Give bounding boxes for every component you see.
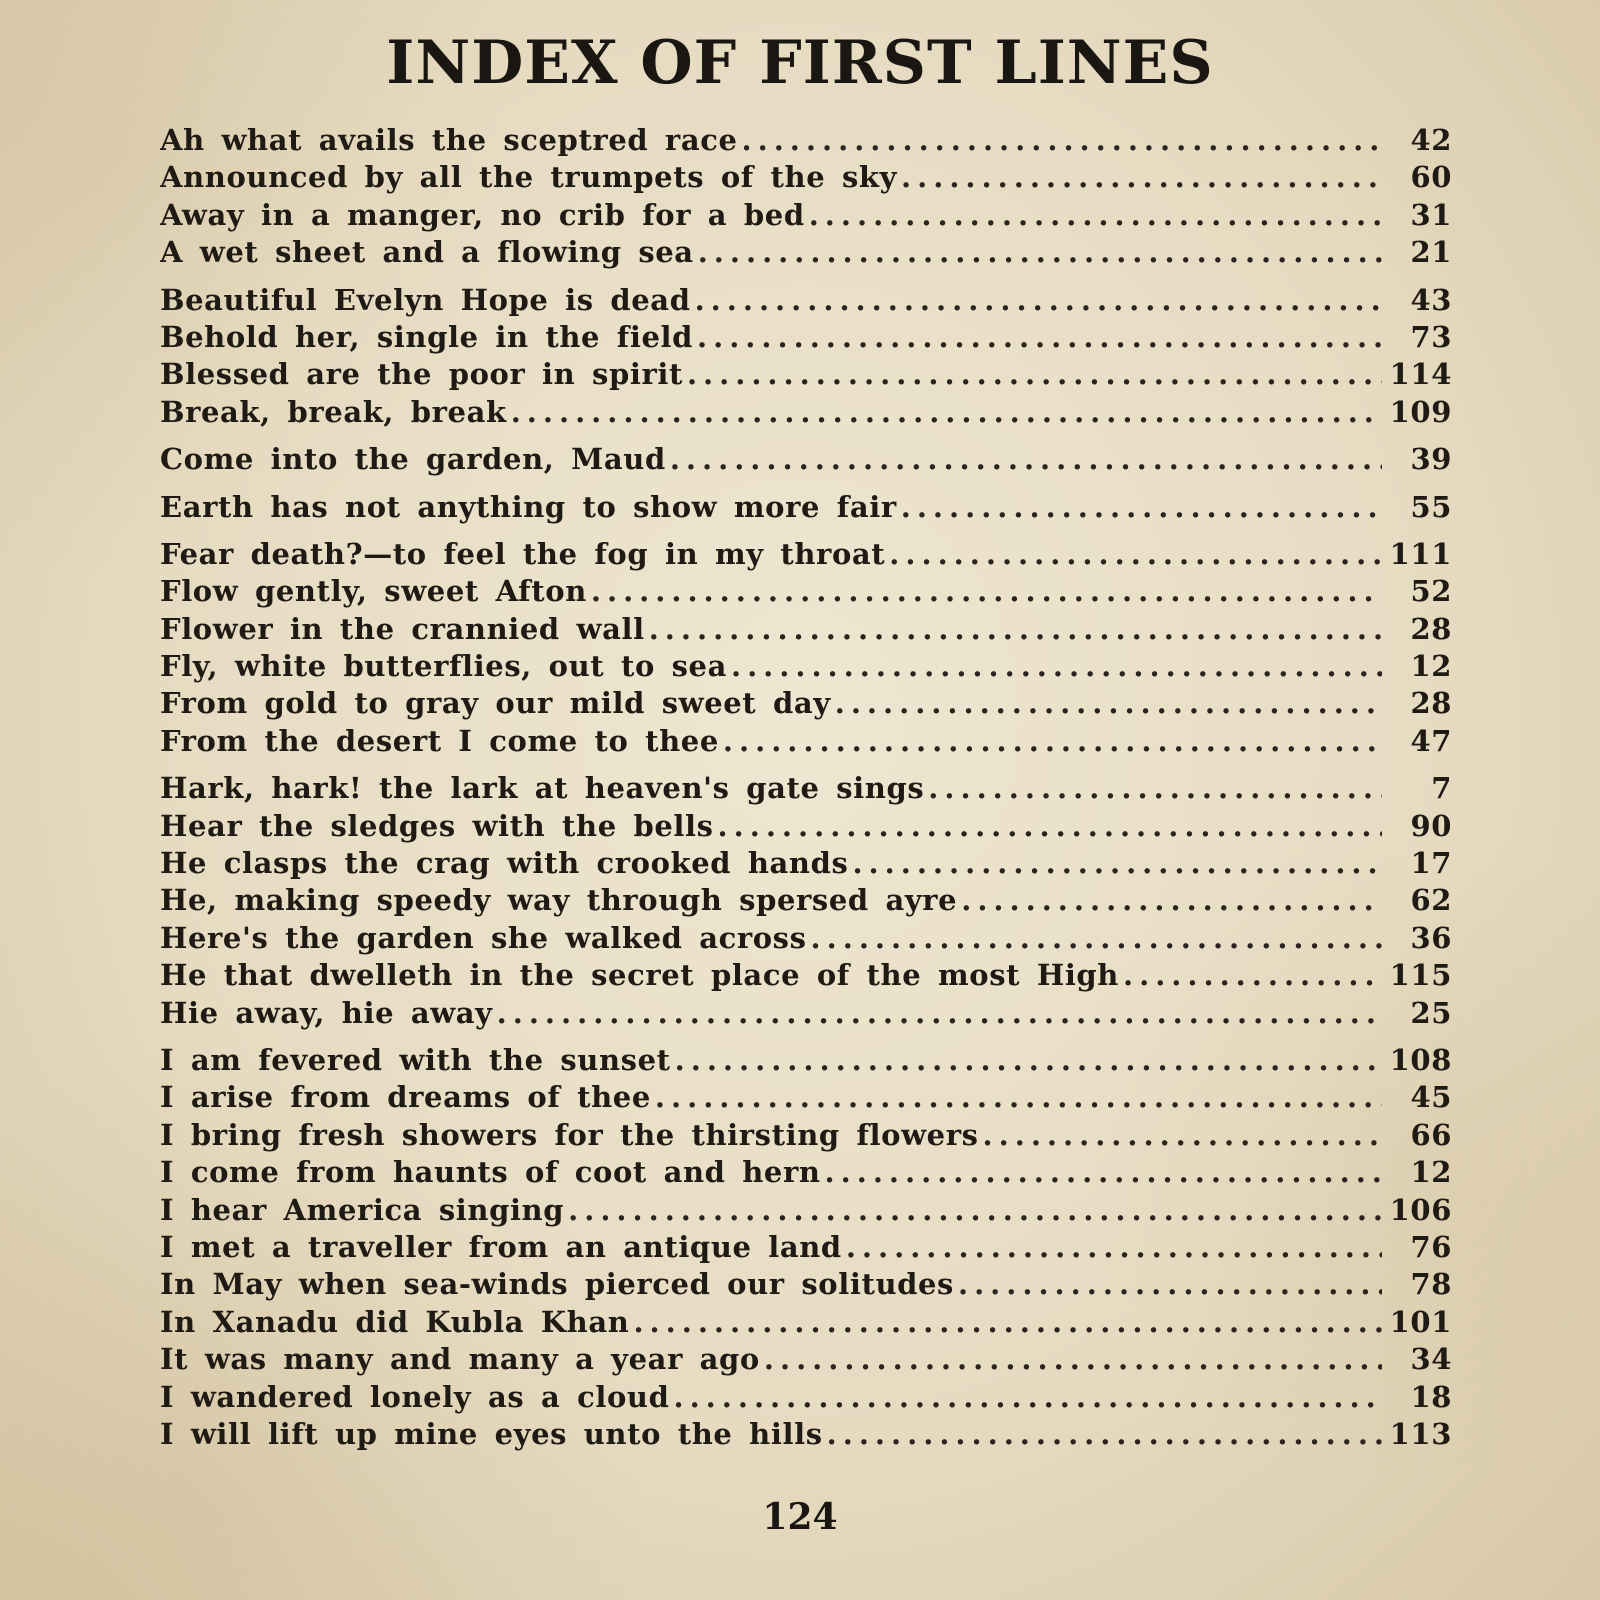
index-letter-group xyxy=(160,489,1452,526)
dot-leader xyxy=(718,808,1382,845)
index-entry xyxy=(160,845,1452,882)
index-entry xyxy=(160,282,1452,319)
page-reference: 31 xyxy=(1410,197,1452,232)
page-reference: 106 xyxy=(1389,1192,1452,1227)
page-reference: 7 xyxy=(1431,771,1452,806)
dot-leader xyxy=(901,159,1382,196)
dot-leader xyxy=(697,319,1382,356)
index-entry xyxy=(160,122,1452,159)
first-line-text: Announced by all the trumpets of the sky xyxy=(160,160,898,195)
first-line-text: I come from haunts of coot and hern xyxy=(160,1155,821,1190)
index-entry xyxy=(160,1079,1452,1116)
index-entry xyxy=(160,1379,1452,1416)
index-entry xyxy=(160,573,1452,610)
page-number: 124 xyxy=(762,1496,838,1538)
first-line-text: Behold her, single in the field xyxy=(160,319,694,354)
first-line-text: Fly, white butterflies, out to sea xyxy=(160,649,727,684)
page-reference: 12 xyxy=(1410,649,1452,684)
index-entry xyxy=(160,808,1452,845)
first-line-text: I met a traveller from an antique land xyxy=(160,1229,842,1264)
dot-leader xyxy=(649,611,1382,648)
page-reference: 52 xyxy=(1410,574,1452,609)
dot-leader xyxy=(901,489,1382,526)
first-line-text: Away in a manger, no crib for a bed xyxy=(160,197,805,232)
index-entry xyxy=(160,1341,1452,1378)
first-line-text: I arise from dreams of thee xyxy=(160,1080,651,1115)
index-entry xyxy=(160,1416,1452,1453)
first-line-text: A wet sheet and a flowing sea xyxy=(160,235,694,270)
index-entry xyxy=(160,648,1452,685)
dot-leader xyxy=(670,441,1382,478)
index-letter-group xyxy=(160,1042,1452,1453)
index-entry xyxy=(160,394,1452,431)
index-entry xyxy=(160,770,1452,807)
page-title: INDEX OF FIRST LINES xyxy=(386,28,1214,98)
index-letter-group xyxy=(160,536,1452,760)
index-entry xyxy=(160,536,1452,573)
dot-leader xyxy=(675,1042,1382,1079)
page-reference: 55 xyxy=(1410,489,1452,524)
index-entry xyxy=(160,1042,1452,1079)
index-letter-group xyxy=(160,122,1452,272)
dot-leader xyxy=(825,1154,1382,1191)
index-entry xyxy=(160,489,1452,526)
page-reference: 18 xyxy=(1410,1379,1452,1414)
index-letter-group xyxy=(160,770,1452,1032)
index-entry xyxy=(160,356,1452,393)
first-line-text: Hear the sledges with the bells xyxy=(160,808,714,843)
first-line-text: Here's the garden she walked across xyxy=(160,920,807,955)
page-reference: 28 xyxy=(1410,611,1452,646)
index-entry xyxy=(160,441,1452,478)
page-reference: 109 xyxy=(1389,394,1452,429)
first-line-text: Earth has not anything to show more fair xyxy=(160,489,897,524)
page-reference: 36 xyxy=(1410,920,1452,955)
index-entry xyxy=(160,197,1452,234)
dot-leader xyxy=(846,1229,1382,1266)
first-line-text: I am fevered with the sunset xyxy=(160,1042,671,1077)
page-reference: 21 xyxy=(1410,235,1452,270)
dot-leader xyxy=(497,995,1382,1032)
page-reference: 34 xyxy=(1410,1342,1452,1377)
index-entry xyxy=(160,1117,1452,1154)
first-line-text: Break, break, break xyxy=(160,394,507,429)
dot-leader xyxy=(673,1379,1382,1416)
dot-leader xyxy=(742,122,1382,159)
first-line-text: Beautiful Evelyn Hope is dead xyxy=(160,282,691,317)
dot-leader xyxy=(731,648,1382,685)
index-entry xyxy=(160,1304,1452,1341)
dot-leader xyxy=(698,234,1382,271)
first-line-text: Flow gently, sweet Afton xyxy=(160,574,587,609)
index-entry xyxy=(160,159,1452,196)
first-lines-index xyxy=(160,122,1452,1463)
page-reference: 108 xyxy=(1389,1042,1452,1077)
index-entry xyxy=(160,685,1452,722)
first-line-text: In Xanadu did Kubla Khan xyxy=(160,1304,630,1339)
dot-leader xyxy=(827,1416,1382,1453)
dot-leader xyxy=(764,1341,1382,1378)
page-reference: 60 xyxy=(1410,160,1452,195)
dot-leader xyxy=(852,845,1382,882)
index-entry xyxy=(160,611,1452,648)
first-line-text: I will lift up mine eyes unto the hills xyxy=(160,1416,823,1451)
dot-leader xyxy=(983,1117,1382,1154)
first-line-text: Fear death?—to feel the fog in my throat xyxy=(160,536,886,571)
page-reference: 76 xyxy=(1410,1229,1452,1264)
dot-leader xyxy=(961,882,1382,919)
page-reference: 12 xyxy=(1410,1155,1452,1190)
index-entry xyxy=(160,319,1452,356)
index-entry xyxy=(160,1192,1452,1229)
dot-leader xyxy=(723,723,1382,760)
page-reference: 62 xyxy=(1410,883,1452,918)
index-entry xyxy=(160,995,1452,1032)
index-entry xyxy=(160,920,1452,957)
dot-leader xyxy=(809,197,1382,234)
dot-leader xyxy=(695,282,1382,319)
first-line-text: In May when sea-winds pierced our solitudes xyxy=(160,1267,954,1302)
first-line-text: It was many and many a year ago xyxy=(160,1342,760,1377)
page-reference: 78 xyxy=(1410,1267,1452,1302)
dot-leader xyxy=(633,1304,1382,1341)
dot-leader xyxy=(511,394,1382,431)
page-reference: 111 xyxy=(1389,536,1452,571)
first-line-text: Hark, hark! the lark at heaven's gate sings xyxy=(160,771,925,806)
index-entry xyxy=(160,1229,1452,1266)
index-entry xyxy=(160,234,1452,271)
dot-leader xyxy=(591,573,1382,610)
page-reference: 90 xyxy=(1410,808,1452,843)
dot-leader xyxy=(655,1079,1382,1116)
index-entry xyxy=(160,882,1452,919)
dot-leader xyxy=(928,770,1382,807)
first-line-text: Ah what avails the sceptred race xyxy=(160,123,738,157)
index-entry xyxy=(160,957,1452,994)
page-reference: 45 xyxy=(1410,1080,1452,1115)
dot-leader xyxy=(958,1266,1382,1303)
page-reference: 47 xyxy=(1410,723,1452,758)
first-line-text: Flower in the crannied wall xyxy=(160,611,645,646)
index-entry xyxy=(160,1154,1452,1191)
page-reference: 17 xyxy=(1410,846,1452,881)
first-line-text: Blessed are the poor in spirit xyxy=(160,357,683,392)
page-reference: 42 xyxy=(1410,123,1452,157)
page-reference: 73 xyxy=(1410,319,1452,354)
page-reference: 39 xyxy=(1410,442,1452,477)
dot-leader xyxy=(835,685,1382,722)
page-reference: 25 xyxy=(1410,995,1452,1030)
page-reference: 43 xyxy=(1410,282,1452,317)
page-reference: 115 xyxy=(1389,958,1452,993)
first-line-text: I wandered lonely as a cloud xyxy=(160,1379,670,1414)
first-line-text: He clasps the crag with crooked hands xyxy=(160,846,849,881)
page-reference: 114 xyxy=(1389,357,1452,392)
first-line-text: Hie away, hie away xyxy=(160,995,493,1030)
first-line-text: He that dwelleth in the secret place of the most High xyxy=(160,958,1119,993)
first-line-text: He, making speedy way through spersed ayre xyxy=(160,883,958,918)
index-entry xyxy=(160,723,1452,760)
page-reference: 28 xyxy=(1410,686,1452,721)
first-line-text: I hear America singing xyxy=(160,1192,565,1227)
dot-leader xyxy=(889,536,1382,573)
first-line-text: From the desert I come to thee xyxy=(160,723,719,758)
first-line-text: From gold to gray our mild sweet day xyxy=(160,686,831,721)
dot-leader xyxy=(811,920,1382,957)
first-line-text: I bring fresh showers for the thirsting flowers xyxy=(160,1117,979,1152)
index-letter-group xyxy=(160,441,1452,478)
dot-leader xyxy=(1123,957,1382,994)
page-reference: 113 xyxy=(1389,1416,1452,1451)
page-reference: 101 xyxy=(1389,1304,1452,1339)
page-reference: 66 xyxy=(1410,1117,1452,1152)
first-line-text: Come into the garden, Maud xyxy=(160,442,666,477)
index-entry xyxy=(160,1266,1452,1303)
dot-leader xyxy=(568,1192,1382,1229)
dot-leader xyxy=(687,356,1382,393)
index-letter-group xyxy=(160,282,1452,432)
